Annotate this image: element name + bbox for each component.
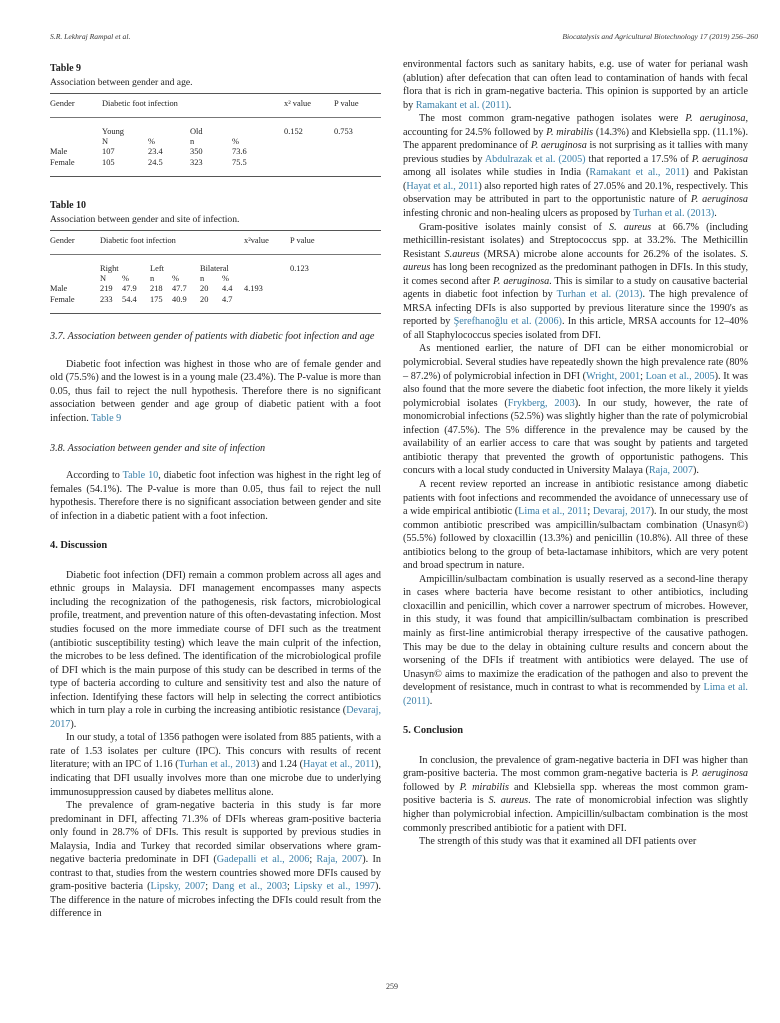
- discussion-paragraph-1: [50, 569, 381, 732]
- table9-header-p: P value: [334, 94, 381, 117]
- table9-group-young: Young: [102, 126, 124, 136]
- discussion-heading: 4. Discussion: [50, 540, 108, 552]
- table10-header-chi: x²value: [244, 231, 290, 254]
- species-name: P. aeruginosa: [691, 153, 748, 165]
- section-3-7-heading: 3.7. Association between gender of patients with diabetic foot infection and age: [50, 331, 375, 343]
- citation-link[interactable]: Ramakant et al., 2011: [589, 167, 686, 179]
- table-cell: 20: [200, 284, 209, 294]
- citation-link[interactable]: Raja, 2007: [316, 854, 363, 866]
- table9-header-chi: x² value: [284, 94, 334, 117]
- paragraph-text: (14.3%) and Klebsiella spp. (11.1%). The apparent predominance of: [403, 126, 748, 152]
- citation-link[interactable]: Loan et al., 2005: [645, 370, 715, 382]
- paragraph-text: ).: [693, 465, 699, 477]
- citation-link[interactable]: Devaraj, 2017: [592, 506, 651, 518]
- table10-sub-n: n: [200, 274, 205, 284]
- table-cell: 47.7: [172, 284, 187, 294]
- paragraph-text: ). In our study, the most common antibiotic prescribed was ampicillin/sulbactam combination (Unasyn©) (55.5%) followed by cloxacillin (13.3%) and penicillin (10.8%). All three of these antibiotics belong to the group of beta-lactamase inhibitors, which are very potent and broad spectrum in nature.: [403, 506, 748, 572]
- table-cell: 75.5: [232, 157, 247, 167]
- citation-link[interactable]: Raja, 2007: [648, 465, 693, 477]
- citation-link[interactable]: Lipsky et al., 1997: [294, 881, 376, 893]
- table9-p-value: 0.753: [334, 126, 353, 136]
- species-name: S.aureus: [444, 248, 480, 260]
- paragraph-text: Ampicillin/sulbactam combination is usually reserved as a second-line therapy in cases where bacteria have become resistant to other antibiotics, including cloxacillin and penicillin, which cover a narrower spectrum of microbes. However, in this study, it was found that ampicillin/sulbactam combination is prescribed mainly as first-line antimicrobial therapy irrespective of the causative pathogen. This may be due to the delay in obtaining culture results and concern about the worsening of the DFIs if treatment with antibiotics were delayed. The use of Unasyn© aims to maximize the eradication of the pathogen and also to prevent the development of resistance, much in contrast to what is recommended by: [403, 573, 748, 694]
- paragraph-text: .: [429, 695, 433, 707]
- right-paragraph-2: [403, 112, 748, 220]
- right-paragraph-3: [403, 221, 748, 343]
- table10-header-dfi: Diabetic foot infection: [100, 231, 244, 254]
- table10-sub-n: N: [100, 274, 107, 284]
- citation-link[interactable]: Frykberg, 2003: [507, 397, 575, 409]
- table-cell: 218: [150, 284, 163, 294]
- right-paragraph-6: [403, 573, 748, 708]
- table9-group-row: [50, 117, 381, 137]
- table10-group-left: Left: [150, 263, 164, 273]
- table9-group-old: Old: [190, 126, 203, 136]
- table9-header-gender: Gender: [50, 94, 102, 117]
- table10-chi-value: 4.193: [244, 284, 263, 294]
- table-cell: Female: [50, 157, 75, 167]
- table9-header-dfi: Diabetic foot infection: [102, 94, 284, 117]
- table-cell: Male: [50, 284, 68, 294]
- table9-link[interactable]: Table 9: [91, 412, 122, 424]
- table-row: [50, 147, 381, 157]
- table10-sub-pct: %: [172, 274, 179, 284]
- table-cell: 219: [100, 284, 113, 294]
- paragraph-text: is not surprising as it tallies with many previous studies by: [403, 140, 748, 165]
- citation-link[interactable]: Turhan et al. (2013): [556, 289, 643, 301]
- table9-sub-n: n: [190, 136, 195, 146]
- paragraph-text: ).: [70, 718, 77, 730]
- species-name: P. aeruginosa,: [685, 113, 748, 125]
- paragraph-text: .: [508, 99, 512, 111]
- paragraph-text: ), indicating that DFI usually involves more than one microbe due to underlying immunosuppression caused by diabetes mellitus alone.: [50, 759, 381, 798]
- table10-link[interactable]: Table 10: [122, 470, 159, 482]
- table-cell: 24.5: [148, 157, 163, 167]
- citation-link[interactable]: Gadepalli et al., 2006: [216, 854, 310, 866]
- left-column: [50, 58, 381, 921]
- paragraph-text: . This is similar to a study on causative bacterial agents in diabetic foot infection by: [403, 275, 748, 301]
- paragraph-text: .: [714, 208, 717, 220]
- species-name: S. aureus: [488, 795, 529, 807]
- table-row: [50, 295, 381, 314]
- paragraph-text: at 66.7% (including methicillin-resistant isolates) and Streptococcus spp. at 33.2%. The Methicillin Resistant: [403, 221, 749, 260]
- paragraph-text: Diabetic foot infection (DFI) remain a common problem across all ages and ethnic groups in Malaysia. DFI management encompasses many aspects including the recognization of the pathogenesis, risk factors, microbiological profile, treatment, and prevention nature of this often-devastating infection. Most studies focused on the more immediate course of DFI such as the treatment (antibiotic susceptibility testing) which leave the main culprit of the infection, the microbes to be less defined. The identification of the microbiological profile of DFI which is the main purpose of this study can be described in terms of the type of bacteria according to culture and sensitivity test and also the nature of infection. Identifying these factors will help in selecting the correct antibiotics which in turn play a role in curbing the increasing antibiotic resistance (: [50, 569, 381, 717]
- running-header-authors: S.R. Lekhraj Rampal et al.: [50, 32, 131, 41]
- table10-sub-n: n: [150, 274, 155, 284]
- citation-link[interactable]: Lima et al., 2011: [518, 506, 588, 518]
- paragraph-text: has long been recognized as the predominant pathogen in DFIs. In this study, it comes second after: [403, 262, 748, 287]
- paragraph-text: Diabetic foot infection was highest in those who are of female gender and old (75.5%) and the lowest is in a young male (23.4%). The P-value is more than 0.05, thus fail to reject the null hypothesis. Therefore there is no significant association between gender and age group of diabetic patient with a foot infection.: [50, 358, 381, 424]
- table10-header-p: P value: [290, 231, 381, 254]
- paragraph-text: ). It was also found that the more severe the diabetic foot infection, the more likely it yields polymicrobial isolates (: [403, 370, 748, 409]
- paragraph-text: . The rate of monomicrobial infection was slightly higher than polymicrobial infection. Ampicillin/sulbactam combination is the most commonly prescribed antibiotic for a patient with DFI.: [403, 795, 748, 834]
- citation-link[interactable]: Devaraj, 2017: [50, 705, 381, 730]
- paragraph-text: . In this article, MRSA accounts for 12–40% of all Staphylococcus species isolated from DFI.: [403, 316, 748, 341]
- paragraph-text: As mentioned earlier, the nature of DFI can be either monomicrobial or polymicrobial. Several studies have repeatedly shown the high prevalence rate (80% – 87.2%) of polymicrobial infection in DFI (: [403, 343, 748, 382]
- paragraph-text: , diabetic foot infection was highest in the right leg of females (54.1%). The P-value is more than 0.05, thus fail to reject the null hypothesis. Therefore there is no significant association between gender and site of infection in a diabetic patient with a foot infection.: [50, 470, 381, 522]
- paragraph-text: In conclusion, the prevalence of gram-negative bacteria in DFI was higher than gram-positive bacteria. The most common gram-negative bacteria is: [403, 754, 748, 780]
- citation-link[interactable]: Şerefhanoğlu et al. (2006): [453, 316, 562, 328]
- table10-header-gender: Gender: [50, 231, 100, 254]
- paragraph-text: among all isolates while studies in India (: [403, 167, 590, 179]
- paragraph-text: infesting chronic and non-healing ulcers as proposed by: [403, 208, 634, 220]
- right-paragraph-1: [403, 58, 748, 112]
- paragraph-text: ;: [309, 854, 317, 866]
- species-name: P. aeruginosa: [691, 768, 749, 780]
- paragraph-text: The prevalence of gram-negative bacteria in this study is far more predominant in DFI, affecting 71.3% of DFIs whereas gram-positive bacteria only found in 28.7% of DFIs. This result is supported by previous studies in Malaysia, India and Turkey that recorded similar observations where gram-negative bacteria predominate in DFI (: [50, 800, 381, 866]
- section-3-7-paragraph: [50, 358, 381, 426]
- citation-link[interactable]: Turhan et al. (2013): [633, 208, 715, 220]
- paragraph-text: ;: [640, 370, 646, 382]
- citation-link[interactable]: Wright, 2001: [586, 370, 641, 382]
- conclusion-paragraph-2: [403, 835, 748, 849]
- table-cell: 73.6: [232, 147, 247, 157]
- table10-header-row: [50, 231, 381, 254]
- species-name: S. aureus: [403, 248, 748, 274]
- table-cell: 233: [100, 294, 113, 304]
- paragraph-text: ) and 1.24 (: [255, 759, 304, 771]
- conclusion-paragraph-1: [403, 754, 748, 835]
- paragraph-text: . The high prevalence of MRSA infecting DFIs is also supported by previous literature since the 1990's as reported by: [403, 289, 748, 328]
- paragraph-text: and Klebsiella spp. whereas the most common gram-positive bacteria is: [403, 781, 748, 807]
- species-name: S. aureus: [609, 221, 652, 233]
- table10-p-value: 0.123: [290, 263, 309, 273]
- paragraph-text: accounting for 24.5% followed by: [403, 126, 547, 138]
- table-cell: 23.4: [148, 147, 163, 157]
- conclusion-heading: 5. Conclusion: [403, 725, 464, 737]
- citation-link[interactable]: Dang et al., 2003: [212, 881, 288, 893]
- running-header-journal: Biocatalysis and Agricultural Biotechnology 17 (2019) 256–260: [562, 32, 758, 41]
- species-name: P. aeruginosa: [690, 194, 748, 206]
- paragraph-text: A recent review reported an increase in antibiotic resistance among diabetic patients with foot infections and recommended the avoidance of unnecessary use of a wide empirical antibiotic (: [403, 478, 748, 518]
- section-3-8-paragraph: [50, 469, 381, 523]
- citation-link[interactable]: Hayat et al., 2011: [303, 759, 376, 771]
- discussion-paragraph-3: [50, 799, 381, 921]
- citation-link[interactable]: Ramakant et al. (2011): [415, 99, 509, 111]
- citation-link[interactable]: Abdulrazak et al. (2005): [484, 153, 586, 165]
- paragraph-text: Gram-positive isolates mainly consist of: [419, 221, 610, 233]
- paragraph-text: that reported a 17.5% of: [585, 153, 692, 165]
- table9-chi-value: 0.152: [284, 126, 303, 136]
- paragraph-text: ) and Pakistan (: [403, 167, 748, 192]
- paragraph-text: The most common gram-negative pathogen isolates were: [419, 113, 686, 125]
- table9-sub-pct: %: [148, 136, 155, 146]
- table-cell: 54.4: [122, 294, 137, 304]
- table-cell: 47.9: [122, 284, 137, 294]
- table-cell: 107: [102, 147, 115, 157]
- discussion-paragraph-2: [50, 731, 381, 799]
- table9: [50, 93, 381, 177]
- citation-link[interactable]: Hayat et al., 2011: [406, 180, 479, 192]
- table9-subheader-row: [50, 137, 381, 147]
- table9-sub-pct: %: [232, 136, 239, 146]
- table-row: [50, 158, 381, 177]
- species-name: P. mirabilis: [459, 781, 509, 793]
- paragraph-text: ). In our study, however, the rate of monomicrobial infections (52.5%) was slightly higher than the rate of polymicrobial infection (47.5%). The 5% difference in the prevalence may be caused by the availability of an earlier access to care that was sought by patients and targeted antibiotic therapy that prevented the growth of opportunistic pathogens. This concurs with a local study conducted in University Malaya (: [403, 397, 748, 477]
- table-cell: 323: [190, 157, 203, 167]
- table9-header-row: [50, 94, 381, 117]
- table10-sub-pct: %: [122, 274, 129, 284]
- right-column: [403, 58, 748, 849]
- table-cell: Male: [50, 147, 68, 157]
- paragraph-text: ) also reported high rates of 27.05% and 20.1%, respectively. This observation may be attributed in part to the opportunistic nature of: [403, 180, 748, 206]
- table10: [50, 230, 381, 314]
- page-number: 259: [386, 982, 398, 991]
- table-row: [50, 284, 381, 294]
- citation-link[interactable]: Turhan et al., 2013: [178, 759, 256, 771]
- paragraph-text: ). In contrast to that, studies from the western countries showed more DFIs caused by gram-positive bacteria (: [50, 854, 381, 893]
- paragraph-text: ). The difference in the nature of microbes infecting the DFIs could result from the difference in: [50, 881, 381, 920]
- table-cell: 4.4: [222, 284, 233, 294]
- paragraph-text: ;: [287, 881, 295, 893]
- table-cell: 350: [190, 147, 203, 157]
- paragraph-text: In our study, a total of 1356 pathogen were isolated from 885 patients, with a rate of 1.53 isolates per culture (IPC). This concurs with results of recent literature; with an IPC of 1.16 (: [50, 732, 381, 771]
- table-cell: 20: [200, 294, 209, 304]
- table9-caption: Association between gender and age.: [50, 76, 193, 88]
- table-cell: Female: [50, 294, 75, 304]
- paragraph-text: environmental factors such as sanitary habits, e.g. use of water for perianal wash (ablution) after defecation that can often lead to contamination of hands with fecal flora that is rich in gram-negative bacteria. This opinion is supported by an article by: [403, 59, 748, 111]
- table10-group-row: [50, 254, 381, 274]
- table-cell: 40.9: [172, 294, 187, 304]
- species-name: P. aeruginosa: [493, 275, 550, 287]
- table10-label: Table 10: [50, 200, 87, 212]
- table9-sub-n: N: [102, 136, 109, 146]
- table10-group-bilateral: Bilateral: [200, 263, 229, 273]
- species-name: P. aeruginosa: [530, 140, 587, 152]
- species-name: P. mirabilis: [546, 126, 594, 138]
- paragraph-text: ;: [205, 881, 213, 893]
- paragraph-text: (MRSA) microbe alone accounts for 26.2% of the isolates.: [479, 248, 741, 260]
- table10-sub-pct: %: [222, 274, 229, 284]
- table10-caption: Association between gender and site of infection.: [50, 213, 240, 225]
- table9-label: Table 9: [50, 63, 82, 74]
- table-cell: 175: [150, 294, 163, 304]
- citation-link[interactable]: Lipsky, 2007: [150, 881, 206, 893]
- table10-subheader-row: [50, 274, 381, 284]
- paragraph-text: The strength of this study was that it examined all DFI patients over: [419, 836, 697, 848]
- right-paragraph-4: [403, 342, 748, 477]
- paragraph-text: followed by: [403, 781, 460, 793]
- section-3-8-heading: 3.8. Association between gender and site of infection: [50, 442, 266, 454]
- right-paragraph-5: [403, 478, 748, 573]
- citation-link[interactable]: Lima et al. (2011): [403, 682, 748, 707]
- table10-group-right: Right: [100, 263, 119, 273]
- paragraph-text: ;: [587, 506, 593, 518]
- paragraph-text: According to: [66, 470, 123, 482]
- table-cell: 4.7: [222, 294, 233, 304]
- table-cell: 105: [102, 157, 115, 167]
